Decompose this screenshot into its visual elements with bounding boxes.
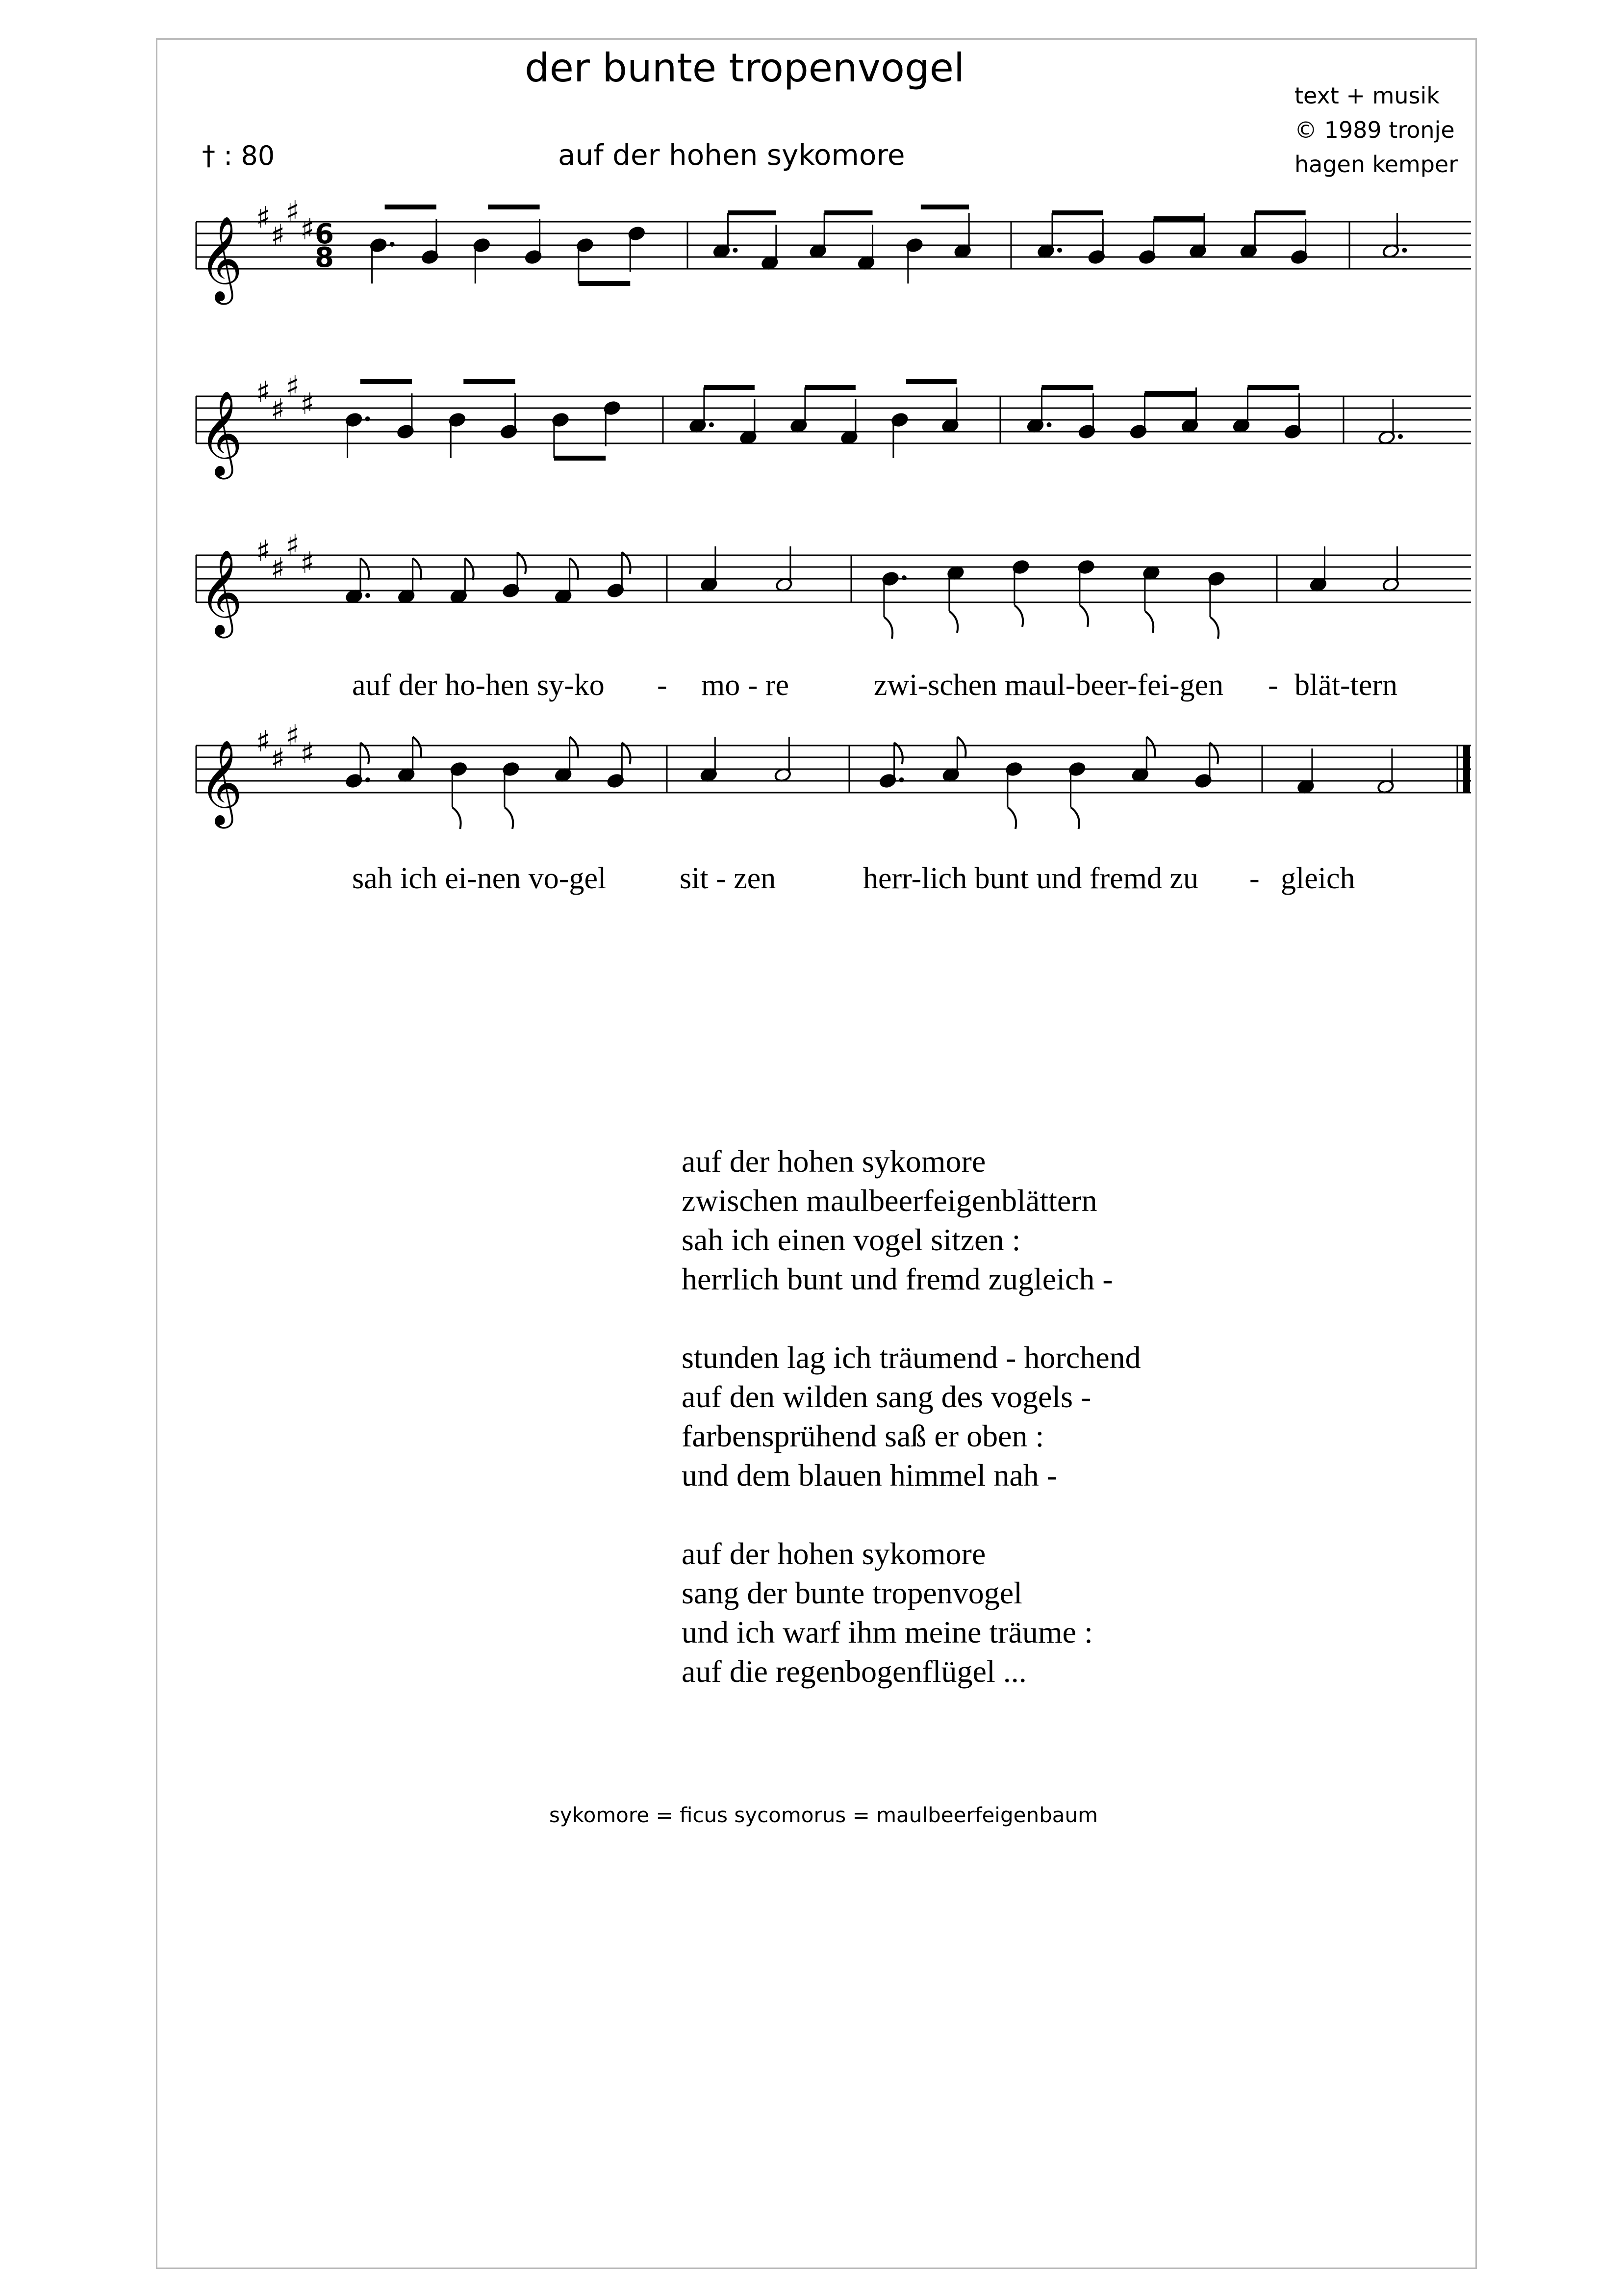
lyric-syllables: auf der ho-hen sy-ko [352,669,605,702]
treble-clef-icon: 𝄞 [199,390,243,476]
poem-line: auf der hohen sykomore [682,1144,986,1179]
poem-line: und dem blauen himmel nah - [682,1458,1058,1493]
sharp-icon: ♯ [256,201,271,235]
note-dot [1398,434,1403,439]
note-flag [1071,807,1079,829]
lyric-hyphen: - [1268,669,1278,702]
poem-stanza [682,1338,1141,1495]
poem-line: herrlich bunt und fremd zugleich - [682,1262,1113,1296]
poem-line: zwischen maulbeerfeigenblättern [682,1183,1097,1218]
sharp-icon: ♯ [285,528,300,563]
note-dot [1047,422,1052,427]
sharp-icon: ♯ [271,552,285,586]
note-flag [360,558,369,580]
sharp-icon: ♯ [285,195,300,229]
sharp-icon: ♯ [300,387,315,421]
sharp-icon: ♯ [300,546,315,580]
note-flag [1210,617,1218,639]
poem-line: auf die regenbogenflügel ... [682,1654,1027,1689]
sharp-icon: ♯ [256,534,271,568]
credit-line: hagen kemper [1294,151,1458,178]
treble-clef-icon: 𝄞 [199,549,243,635]
credit-line: © 1989 tronje [1294,117,1455,143]
lyric-syllables: mo - re [701,669,789,702]
note-dot [365,777,370,782]
sharp-icon: ♯ [256,724,271,759]
poem-stanza [682,1534,1141,1691]
note-flag [949,611,958,633]
footnote: sykomore = ficus sycomorus = maulbeerfeigenbaum [549,1803,1098,1827]
note-flag [957,737,965,758]
lyric-syllables: zwi-schen maul-beer-fei-gen [874,669,1224,702]
note-flag [413,737,421,758]
sharp-icon: ♯ [285,369,300,404]
note-flag [452,807,460,829]
poem-line: farbensprühend saß er oben : [682,1418,1044,1453]
lyric-syllables: herr-lich bunt und fremd zu [863,862,1198,895]
poem-line: sah ich einen vogel sitzen : [682,1222,1021,1257]
poem-line: auf den wilden sang des vogels - [682,1379,1091,1414]
lyric-syllables: gleich [1281,862,1355,895]
note-flag [570,737,578,758]
treble-clef-icon: 𝄞 [199,740,243,825]
note-flag [570,558,578,580]
note-dot [899,777,904,782]
note-dot [1057,248,1062,253]
sharp-icon: ♯ [285,719,300,753]
note-dot [709,422,714,427]
note-flag [884,617,892,639]
tempo-marking: † : 80 [202,140,275,171]
note-dot [365,593,370,598]
note-flag [1146,737,1155,758]
note-flag [1008,807,1016,829]
poem-text [682,1142,1141,1730]
note-dot [1402,248,1407,253]
note-flag [505,807,513,829]
song-title: der bunte tropenvogel [525,45,965,91]
credit-line: text + musik [1294,82,1440,109]
sharp-icon: ♯ [271,742,285,776]
song-subtitle: auf der hohen sykomore [558,138,905,172]
poem-line: und ich warf ihm meine träume : [682,1615,1093,1650]
note-flag [1080,605,1088,627]
sharp-icon: ♯ [300,736,315,771]
time-signature-numerator: 6 [315,218,334,250]
poem-line: sang der bunte tropenvogel [682,1575,1022,1610]
note-dot [390,242,395,247]
note-flag [413,558,421,580]
time-signature-denominator: 8 [315,242,334,274]
lyric-hyphen: - [1249,862,1260,895]
lyric-syllables: sit - zen [680,862,776,895]
sharp-icon: ♯ [271,218,285,253]
note-flag [1015,605,1023,627]
poem-line: auf der hohen sykomore [682,1536,986,1571]
poem-stanza [682,1142,1141,1299]
treble-clef-icon: 𝄞 [199,216,243,301]
note-dot [365,416,370,421]
note-flag [1145,611,1153,633]
poem-line: stunden lag ich träumend - horchend [682,1340,1141,1375]
note-dot [733,248,738,253]
lyric-syllables: sah ich ei-nen vo-gel [352,862,607,895]
lyric-hyphen: - [657,669,667,702]
note-flag [465,558,473,580]
lyric-syllables: blät-tern [1294,669,1398,702]
final-bar-thick [1463,746,1470,793]
sharp-icon: ♯ [271,393,285,427]
sharp-icon: ♯ [256,375,271,410]
note-dot [902,575,907,580]
sharp-icon: ♯ [300,212,315,247]
